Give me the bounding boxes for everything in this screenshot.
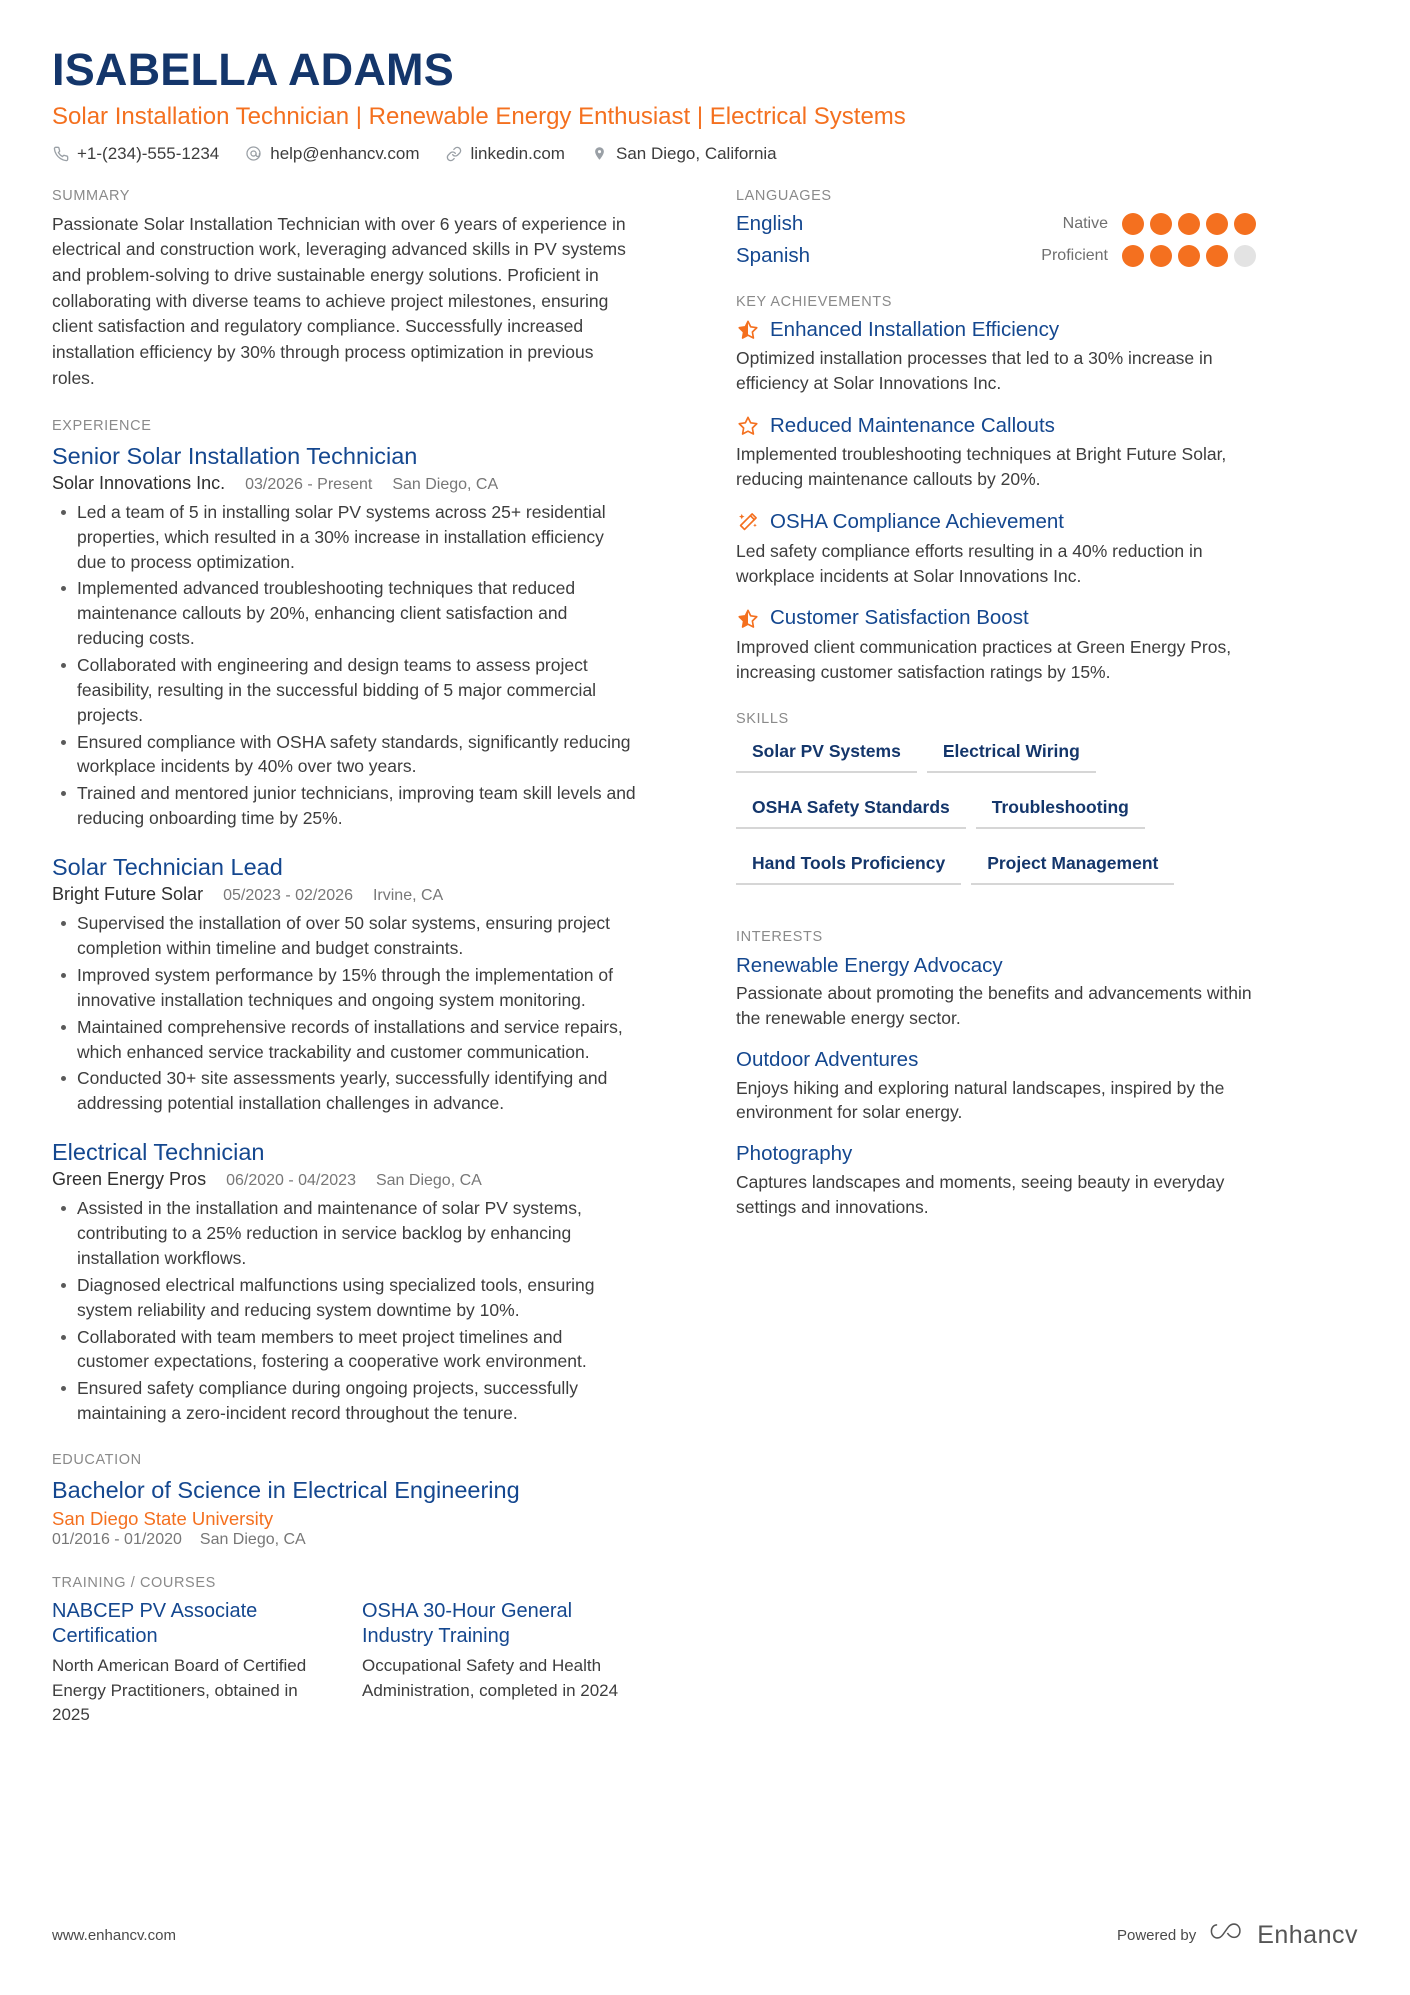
contact-phone-text: +1-(234)-555-1234 [77, 143, 220, 163]
rating-dot [1206, 245, 1228, 267]
summary-text: Passionate Solar Installation Technician with over 6 years of experience in electrical and construction work, leveraging advanced skills in PV systems and problem-solving to drive sustainable energy solutions. Proficient in collaborating with diverse teams to achieve project milestones, ensuring client satisfaction and regulatory compliance. Successfully increased installation efficiency by 30% through process optimization in previous roles. [52, 213, 626, 388]
contact-linkedin[interactable] [445, 144, 565, 164]
job-bullet: Supervised the installation of over 50 solar systems, ensuring project completion within timeline and budget constraints. [52, 911, 636, 961]
email-icon [245, 145, 262, 162]
achievement-item [736, 318, 1256, 396]
skill-tag: Solar PV Systems [736, 735, 917, 773]
achievement-description: Implemented troubleshooting techniques at Bright Future Solar, reducing maintenance callouts by 20%. [736, 444, 1227, 490]
job-location: San Diego, CA [392, 475, 499, 493]
job-bullets [52, 1196, 636, 1426]
interest-item [736, 1141, 1256, 1219]
education-location: San Diego, CA [199, 1531, 306, 1549]
section-skills [736, 711, 1256, 903]
skill-tag: Project Management [971, 847, 1174, 885]
skill-tag: Electrical Wiring [927, 735, 1096, 773]
language-name: English [736, 211, 804, 235]
training-name: OSHA 30-Hour General Industry Training [362, 1600, 573, 1648]
achievement-head [736, 414, 1256, 439]
contact-bar [52, 144, 1358, 164]
achievement-head [736, 318, 1256, 343]
interest-name: Outdoor Adventures [736, 1047, 919, 1071]
training-name: NABCEP PV Associate Certification [52, 1600, 258, 1648]
rating-dot [1178, 213, 1200, 235]
section-label-skills: SKILLS [736, 710, 789, 727]
infinity-mark-icon [1210, 1920, 1248, 1951]
skills-list [736, 735, 1256, 903]
language-rating-dots [1122, 213, 1256, 235]
job-bullet: Ensured compliance with OSHA safety standards, significantly reducing workplace incidents by 40% over two years. [52, 730, 636, 780]
job-dates: 05/2023 - 02/2026 [223, 887, 353, 905]
experience-item [52, 1138, 636, 1426]
experience-item [52, 442, 636, 831]
section-label-training: TRAINING / COURSES [52, 1575, 216, 1592]
interest-item [736, 953, 1256, 1031]
job-bullet: Implemented advanced troubleshooting techniques that reduced maintenance callouts by 20%, enhancing client satisfaction and reducing costs. [52, 576, 636, 651]
language-name: Spanish [736, 243, 811, 267]
contact-email[interactable] [245, 144, 419, 164]
job-bullets [52, 500, 636, 831]
section-label-interests: INTERESTS [736, 928, 823, 945]
location-pin-icon [591, 145, 608, 162]
star-half-filled-icon [736, 607, 760, 631]
job-company: Bright Future Solar [52, 884, 204, 905]
training-description: North American Board of Certified Energy Practitioners, obtained in 2025 [52, 1656, 307, 1724]
powered-by-label: Powered by [1116, 1927, 1197, 1944]
achievement-item [736, 414, 1256, 492]
job-bullets [52, 911, 636, 1116]
job-dates: 03/2026 - Present [245, 475, 373, 493]
job-bullet: Collaborated with engineering and design teams to assess project feasibility, resulting in the successful bidding of 5 major commercial projects. [52, 653, 636, 728]
experience-item [52, 853, 636, 1116]
achievement-item [736, 606, 1256, 684]
job-company: Solar Innovations Inc. [52, 472, 226, 493]
rating-dot-empty [1234, 245, 1256, 267]
interest-name: Renewable Energy Advocacy [736, 953, 1003, 977]
interest-description: Enjoys hiking and exploring natural landscapes, inspired by the environment for solar energy. [736, 1077, 1225, 1123]
job-dates: 06/2020 - 04/2023 [226, 1172, 356, 1190]
education-degree: Bachelor of Science in Electrical Engineering [52, 1477, 520, 1504]
phone-icon [52, 145, 69, 162]
achievement-description: Led safety compliance efforts resulting in a 40% reduction in workplace incidents at Solar Innovations Inc. [736, 540, 1203, 586]
enhancv-wordmark: Enhancv [1257, 1921, 1358, 1949]
contact-email-text: help@enhancv.com [270, 143, 420, 163]
section-education [52, 1452, 636, 1549]
training-item [52, 1599, 326, 1726]
training-description: Occupational Safety and Health Administration, completed in 2024 [362, 1656, 619, 1700]
job-bullet: Assisted in the installation and maintenance of solar PV systems, contributing to a 25% reduction in service backlog by enhancing installation workflows. [52, 1196, 636, 1271]
achievement-title: Enhanced Installation Efficiency [770, 317, 1060, 341]
page-footer [52, 1920, 1358, 1951]
left-column [52, 188, 662, 1753]
job-bullet: Conducted 30+ site assessments yearly, successfully identifying and addressing potential installation challenges in advance. [52, 1066, 636, 1116]
section-label-education: EDUCATION [52, 1452, 142, 1469]
page-title: ISABELLA ADAMS [52, 44, 454, 95]
achievement-description: Optimized installation processes that led to a 30% increase in efficiency at Solar Innovations Inc. [736, 348, 1213, 393]
achievement-title: OSHA Compliance Achievement [770, 510, 1064, 534]
section-key-achievements [736, 294, 1256, 685]
job-bullet: Ensured safety compliance during ongoing projects, successfully maintaining a zero-incident record throughout the tenure. [52, 1376, 636, 1426]
job-meta [52, 473, 636, 494]
interest-name: Photography [736, 1142, 853, 1166]
achievement-head [736, 606, 1256, 631]
interest-description: Passionate about promoting the benefits and advancements within the renewable energy sector. [736, 983, 1252, 1029]
skill-tag: OSHA Safety Standards [736, 791, 966, 829]
job-title: Solar Technician Lead [52, 853, 283, 880]
rating-dot [1150, 213, 1172, 235]
section-label-languages: LANGUAGES [736, 187, 832, 204]
training-item [362, 1599, 636, 1726]
job-title: Senior Solar Installation Technician [52, 442, 418, 469]
section-label-key-achievements: KEY ACHIEVEMENTS [736, 293, 892, 310]
achievement-description: Improved client communication practices at Green Energy Pros, increasing customer satisfaction ratings by 15%. [736, 636, 1232, 682]
rating-dot [1178, 245, 1200, 267]
right-column [736, 188, 1256, 1246]
rating-dot [1234, 213, 1256, 235]
rating-dot [1122, 213, 1144, 235]
interest-item [736, 1047, 1256, 1125]
rating-dot [1122, 245, 1144, 267]
achievement-head [736, 510, 1256, 535]
footer-website-url[interactable]: www.enhancv.com [52, 1927, 176, 1944]
achievement-title: Customer Satisfaction Boost [770, 606, 1029, 630]
professional-headline: Solar Installation Technician | Renewable Energy Enthusiast | Electrical Systems [52, 102, 906, 130]
language-rating-dots [1122, 245, 1256, 267]
education-meta [52, 1531, 636, 1549]
section-languages [736, 188, 1256, 268]
achievement-item [736, 510, 1256, 588]
resume-body [52, 188, 1358, 1753]
education-dates: 01/2016 - 01/2020 [52, 1531, 182, 1549]
job-bullet: Maintained comprehensive records of installations and service repairs, which enhanced service trackability and customer communication. [52, 1015, 636, 1065]
skill-tag: Hand Tools Proficiency [736, 847, 961, 885]
job-company: Green Energy Pros [52, 1169, 207, 1190]
rating-dot [1150, 245, 1172, 267]
language-item [736, 212, 1256, 236]
job-bullet: Improved system performance by 15% through the implementation of innovative installation techniques and ongoing system monitoring. [52, 963, 636, 1013]
job-bullet: Trained and mentored junior technicians, improving team skill levels and reducing onboarding time by 25%. [52, 781, 636, 831]
training-grid [52, 1599, 636, 1726]
language-item [736, 244, 1256, 268]
interest-description: Captures landscapes and moments, seeing beauty in everyday settings and innovations. [736, 1171, 1225, 1217]
magic-wand-icon [736, 510, 760, 534]
resume-header [52, 44, 1358, 164]
contact-linkedin-text: linkedin.com [470, 143, 565, 163]
section-summary [52, 188, 636, 392]
language-level: Native [1062, 214, 1108, 232]
education-school: San Diego State University [52, 1508, 274, 1530]
job-title: Electrical Technician [52, 1139, 265, 1166]
contact-phone[interactable] [52, 144, 219, 164]
contact-location-text: San Diego, California [615, 143, 777, 163]
job-meta [52, 884, 636, 905]
job-bullet: Led a team of 5 in installing solar PV systems across 25+ residential properties, which resulted in a 30% increase in installation efficiency due to process optimization. [52, 500, 636, 575]
job-location: Irvine, CA [372, 887, 444, 905]
job-bullet: Diagnosed electrical malfunctions using specialized tools, ensuring system reliability and reducing system downtime by 10%. [52, 1273, 636, 1323]
link-icon [445, 145, 462, 162]
contact-location [591, 144, 777, 164]
job-meta [52, 1169, 636, 1190]
footer-branding [1117, 1920, 1358, 1951]
star-half-filled-icon [736, 318, 760, 342]
section-label-experience: EXPERIENCE [52, 417, 152, 434]
rating-dot [1206, 213, 1228, 235]
education-item [52, 1476, 636, 1549]
section-training [52, 1575, 636, 1726]
section-label-summary: SUMMARY [52, 187, 131, 204]
section-experience [52, 418, 636, 1426]
section-interests [736, 929, 1256, 1220]
language-level: Proficient [1041, 246, 1108, 264]
achievement-title: Reduced Maintenance Callouts [770, 413, 1055, 437]
job-bullet: Collaborated with team members to meet project timelines and customer expectations, fostering a cooperative work environment. [52, 1325, 636, 1375]
skill-tag: Troubleshooting [976, 791, 1145, 829]
job-location: San Diego, CA [375, 1172, 482, 1190]
enhancv-logo [1210, 1920, 1358, 1951]
star-outline-icon [736, 414, 760, 438]
